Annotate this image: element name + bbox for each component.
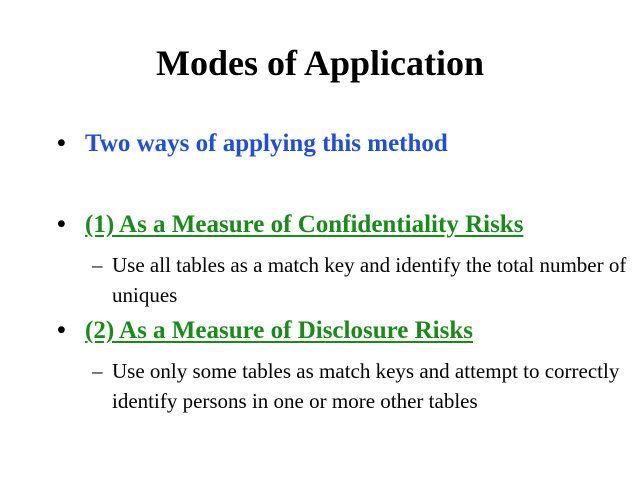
sub-bullet-text: Use only some tables as match keys and attempt to correctly identify persons in one or more other tables bbox=[112, 359, 620, 413]
bullet-text: (1) As a Measure of Confidentiality Risks bbox=[85, 211, 524, 238]
bullet-marker: • bbox=[57, 317, 66, 344]
bullet-text: (2) As a Measure of Disclosure Risks bbox=[85, 317, 473, 344]
sub-bullet-marker: – bbox=[92, 253, 103, 277]
bullet-text: Two ways of applying this method bbox=[85, 130, 448, 157]
bullet-confidentiality-risks bbox=[57, 210, 523, 240]
sub-bullet-text: Use all tables as a match key and identify the total number of uniques bbox=[112, 253, 627, 307]
slide-title: Modes of Application bbox=[155, 43, 485, 83]
bullet-disclosure-risks bbox=[57, 316, 473, 346]
bullet-marker: • bbox=[57, 211, 66, 238]
sub-bullet-confidentiality bbox=[92, 250, 632, 310]
sub-bullet-disclosure bbox=[92, 356, 632, 416]
bullet-two-ways bbox=[57, 129, 448, 159]
bullet-marker: • bbox=[57, 130, 66, 157]
sub-bullet-marker: – bbox=[92, 359, 103, 383]
